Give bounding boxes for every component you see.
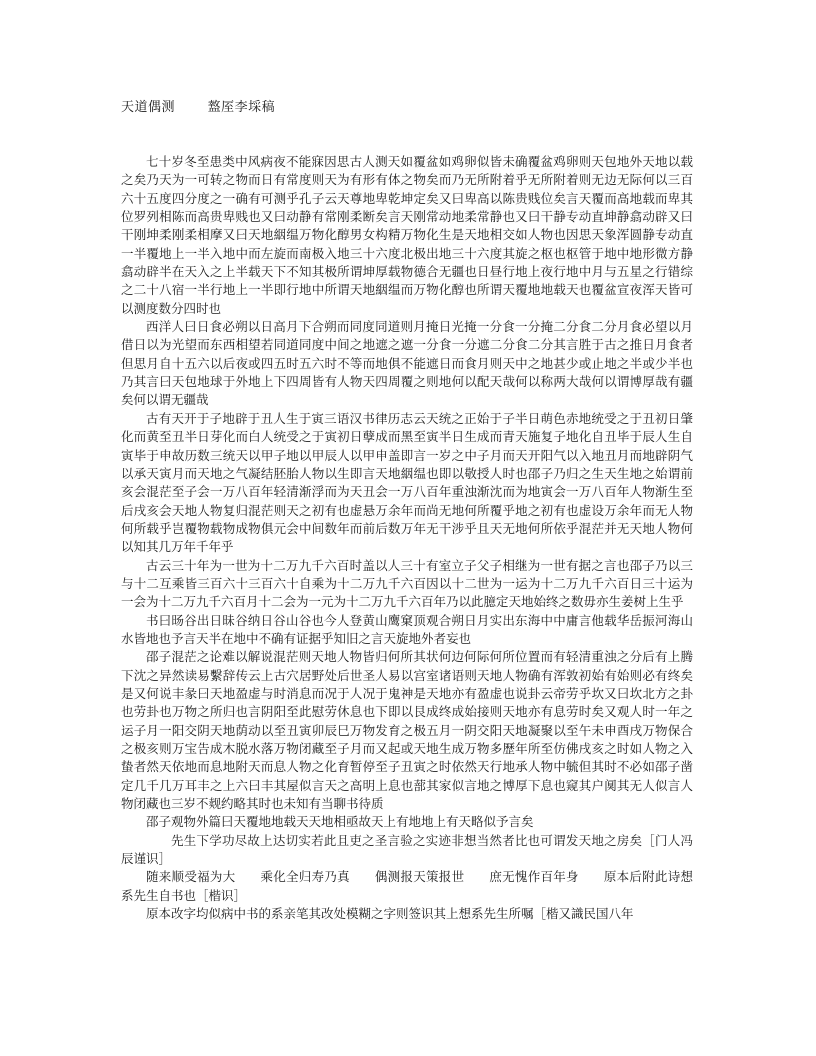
poem-verse: 乘化全归寿乃真	[260, 869, 350, 885]
body-paragraph: 书曰旸谷出日昧谷纳日谷山谷也今人登黄山鹰窠顶观合朔日月实出东海中中庸言他载华岳振河海山水皆地也予言天半在地中不确有证据乎知旧之言天旋地外者妄也	[121, 612, 693, 646]
document-header	[121, 96, 275, 115]
document-body	[121, 153, 693, 923]
document-author: 盩厔李埰稿	[207, 100, 276, 115]
poem-block	[121, 868, 693, 905]
body-paragraph: 邵子混茫之论难以解说混茫则天地人物皆归何所其状何边何际何所位置而有轻清重浊之分后有上腾下沈之异然读易繫辞传云上古穴居野处后世圣人易以宫室诸语则天地人物确有浑敦初始有始则必有终矣是又何说丰彖曰天地盈虚与时消息而况于人况于鬼神是天地亦有盈虚也说卦云帝劳乎坎又曰坎北方之卦也劳卦也万物之所归也言阴阳至此慰劳休息也下即以艮成终成始接则天地亦有息劳时矣又观人时一年之运子月一阳交阴天地荫动以至丑寅卯辰巳万物发育之极五月一阴交阳天地凝聚以至午未申酉戌万物保合之极亥则万宝告成木脱水落万物闭藏至子月而又起或天地生成万物多歷年所至仿佛戌亥之时如人物之入蛰者然天依地而息地附天而息人物之化育暂停至子丑寅之时依然天行地承人物中毓但其时不必如邵子凿定几千几万耳丰之上六曰丰其屋似言天之高明上息也蔀其家似言地之博厚下息也窥其户阒其无人似言人物闭藏也三岁不觌约略其时也未知有当聊书待质	[121, 649, 693, 812]
body-paragraph: 西洋人曰日食必朔以日高月下合朔而同度同道则月掩日光掩一分食一分掩二分食二分月食必望以月借日以为光望而东西相望若同道同度中间之地遮之遮一分食一分遮二分食二分其言胜于古之推日月食者但思月自十五六以后夜或四五时五六时不等而地俱不能遮日而食月则天中之地甚少或止地之半或少半也乃其言曰天包地球于外地上下四周皆有人物天四周覆之则地何以配天哉何以称两大哉何以谓博厚哉有疆矣何以谓无疆哉	[121, 319, 693, 408]
poem-verse: 庶无愧作百年身	[489, 869, 579, 885]
body-paragraph: 古有天开于子地辟于丑人生于寅三语汉书律历志云天统之正始于子半日萌色赤地统受之于丑初日肇化而黄至丑半日芽化而白人统受之于寅初日孽成而黑至寅半日生成而青天施复子地化自丑毕于辰人生自寅毕于申故历数三统天以甲子地以甲辰人以甲申盖即言一岁之中子月而天开阳气以入地丑月而地辟阴气以承天寅月而天地之气凝结胚胎人物以生即言天地絪缊也即以敬授人时也邵子乃归之生天生地之始谓前亥会混茫至子会一万八百年轻清渐浮而为天丑会一万八百年重浊渐沈而为地寅会一万八百年人物渐生至后戌亥会天地人物复归混茫则天之初有也虚悬万余年而尚无地何所覆乎地之初有也虚设万余年而无人物何所载乎岂覆物载物成物俱元会中间数年而前后数万年无干涉乎且天无地何所依乎混茫并无天地人物何以知其几万年千年乎	[121, 410, 693, 555]
body-paragraph: 七十岁冬至患类中风病夜不能寐因思古人测天如覆盆如鸡卵似皆未确覆盆鸡卵则天包地外天地以载之矣乃天为一可转之物而日有常度则天为有形有体之物矣而乃无所附着乎无所附着则无边无际何以三百六十五度四分度之一确有可测乎孔子云天尊地卑乾坤定矣又曰卑高以陈贵贱位矣言天覆而高地载而卑其位罗列相陈而高贵卑贱也又曰动静有常刚柔断矣言天刚常动地柔常静也又曰干静专动直坤静翕动辟又曰干刚坤柔刚柔相摩又曰天地絪缊万物化醇男女构精万物化生是天地相交如人物也因思天象浑圆静专动直一半覆地上一半入地中而左旋而南极入地三十六度北极出地三十六度其旋之枢也枢管于地中地形微方静翕动辟半在天入之上半载天下不知其极所谓坤厚载物德合无疆也日昼行地上夜行地中月与五星之行错综之二十八宿一半行地上一半即行地中所谓天地絪缊而万物化醇也所谓天覆地地载天也覆盆宣夜浑天皆可以测度数分四时也	[121, 154, 693, 316]
final-note: 原本改字均似病中书的系亲笔其改处模糊之字则签识其上想系先生所嘱［楷又識民国八年	[146, 906, 634, 922]
poem-note: 原本后附此诗想系先生自书也［楷识］	[121, 869, 693, 903]
poem-verse: 随来顺受福为大	[146, 869, 236, 885]
body-paragraph: 古云三十年为一世为十二万九千六百时盖以人三十有室立子父子相继为一世有据之言也邵子乃以三与十二互乘皆三百六十三百六十自乘为十二万九千六百因以十二世为一运为十二万九千六百日三十运为一会为十二万九千六百月十二会为一元为十二万九千六百年乃以此臆定天地始终之数毋亦生姜树上生乎	[121, 557, 693, 610]
document-title: 天道偶测	[121, 100, 176, 115]
body-paragraph: 邵子观物外篇曰天覆地地载天天地相亟故天上有地地上有天略似予言矣	[146, 814, 534, 830]
commentary-paragraph: 先生下学功尽故上达切实若此且吏之圣言验之实迹非想当然者比也可谓发天地之房矣［门人冯辰谨识］	[121, 832, 693, 867]
poem-verse: 偶测报天策报世	[374, 869, 465, 885]
